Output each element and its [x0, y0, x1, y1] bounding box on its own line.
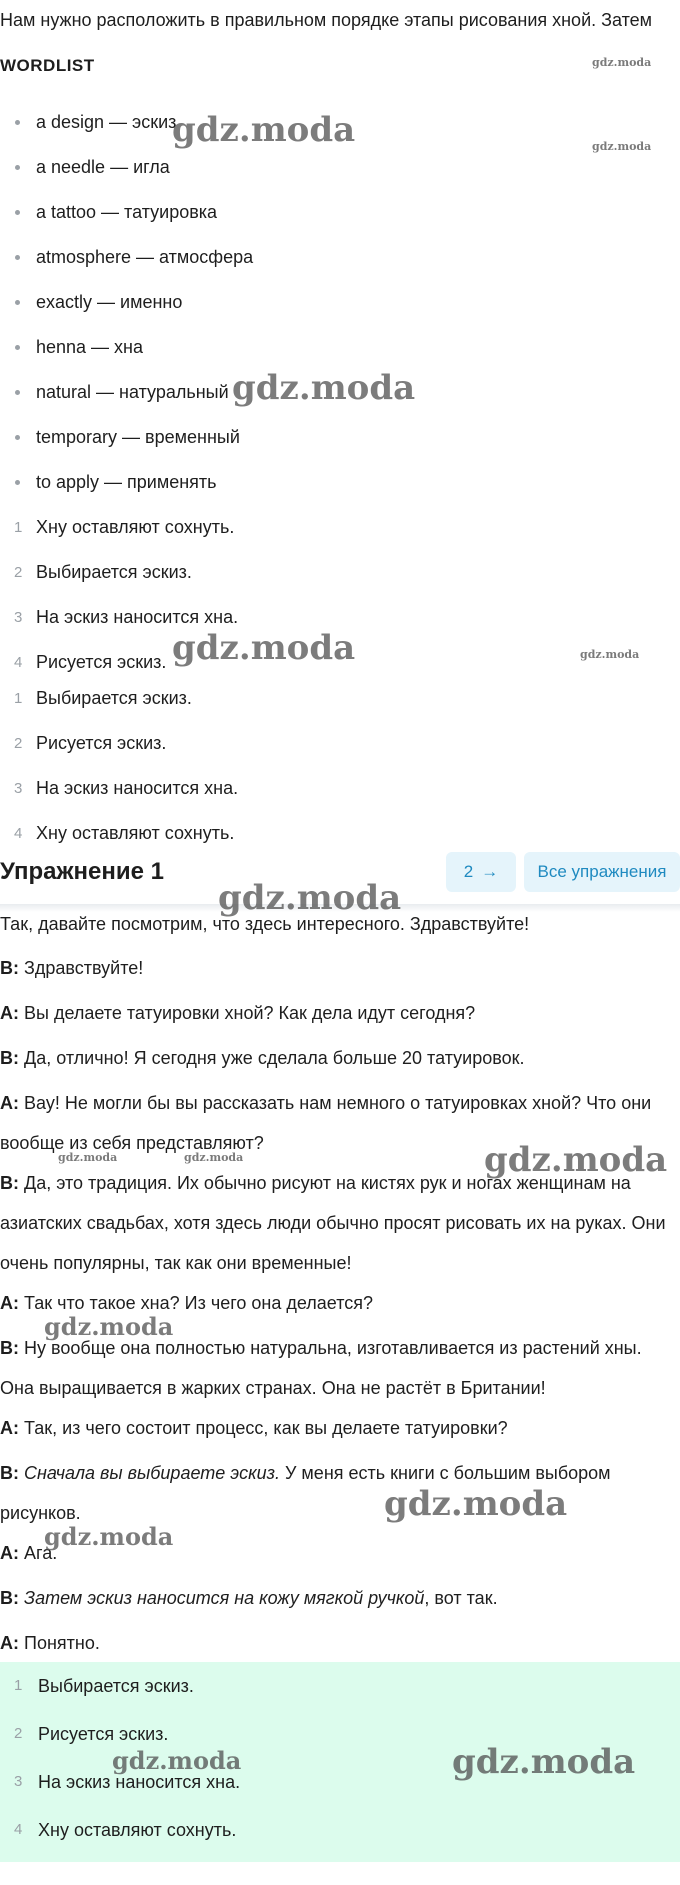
- list-item: to apply — применять: [0, 460, 660, 505]
- exercise-title: Упражнение 1: [0, 858, 164, 885]
- speaker-label: B:: [0, 1338, 19, 1358]
- bullet-icon: [15, 345, 20, 350]
- list-item: atmosphere — атмосфера: [0, 235, 660, 280]
- arrow-right-icon: →: [481, 862, 499, 881]
- list-item: 3 На эскиз наносится хна.: [0, 1758, 660, 1806]
- watermark: gdz.moda: [592, 140, 652, 153]
- list-item: exactly — именно: [0, 280, 660, 325]
- speaker-label: B:: [0, 1048, 19, 1068]
- dialogue-line: A: Понятно.: [0, 1633, 100, 1653]
- watermark: gdz.moda: [484, 1140, 668, 1180]
- watermark: gdz.moda: [172, 628, 356, 668]
- wordlist-heading: WORDLIST: [0, 56, 95, 75]
- step-number: 3: [14, 1773, 23, 1790]
- list-item: 1 Выбирается эскиз.: [0, 676, 660, 721]
- dialogue-line: B: Да, это традиция. Их обычно рисуют на кистях рук и ногах женщинам на азиатских свадьбах, хотя здесь люди обычно просят рисовать их на руках. Они очень популярны, так как они временные!: [0, 1173, 666, 1273]
- step-number: 1: [14, 690, 23, 707]
- speaker-label: B:: [0, 1588, 19, 1608]
- watermark: gdz.moda: [452, 1742, 636, 1782]
- wordlist: [0, 100, 660, 505]
- step-number: 1: [14, 1677, 23, 1694]
- list-item: 3 На эскиз наносится хна.: [0, 766, 660, 811]
- speaker-label: A:: [0, 1418, 19, 1438]
- dialogue-line: A: Ага.: [0, 1543, 58, 1563]
- watermark: gdz.moda: [44, 1522, 174, 1551]
- bullet-icon: [15, 480, 20, 485]
- speaker-label: B:: [0, 1173, 19, 1193]
- watermark: gdz.moda: [184, 1151, 244, 1164]
- dialogue-line: B: Затем эскиз наносится на кожу мягкой ручкой, вот так.: [0, 1588, 498, 1608]
- dialogue-line: B: Здравствуйте!: [0, 958, 144, 978]
- step-number: 4: [14, 1821, 23, 1838]
- list-item: 4 Рисуется эскиз.: [0, 640, 660, 685]
- speaker-label: B:: [0, 958, 19, 978]
- step-number: 2: [14, 564, 23, 581]
- bullet-icon: [15, 255, 20, 260]
- dialogue-line: B: Ну вообще она полностью натуральна, изготавливается из растений хны. Она выращивается в жарких странах. Она не растёт в Британии!: [0, 1338, 642, 1398]
- list-item: 3 На эскиз наносится хна.: [0, 595, 660, 640]
- list-item: 2 Рисуется эскиз.: [0, 721, 660, 766]
- watermark: gdz.moda: [580, 648, 640, 661]
- step-number: 2: [14, 1725, 23, 1742]
- step-number: 3: [14, 780, 23, 797]
- bullet-icon: [15, 390, 20, 395]
- watermark: gdz.moda: [44, 1312, 174, 1341]
- list-item: 1 Хну оставляют сохнуть.: [0, 505, 660, 550]
- speaker-label: B:: [0, 1463, 19, 1483]
- watermark: gdz.moda: [384, 1484, 568, 1524]
- watermark: gdz.moda: [218, 878, 402, 918]
- list-item: 2 Рисуется эскиз.: [0, 1710, 660, 1758]
- dialogue-line: A: Вау! Не могли бы вы рассказать нам немного о татуировках хной? Что они вообще из себя представляют?: [0, 1093, 652, 1153]
- list-item: 4 Хну оставляют сохнуть.: [0, 811, 660, 856]
- speaker-label: A:: [0, 1293, 19, 1313]
- list-item: 2 Выбирается эскиз.: [0, 550, 660, 595]
- speaker-label: A:: [0, 1543, 19, 1563]
- list-item: a design — эскиз: [0, 100, 660, 145]
- step-number: 2: [14, 735, 23, 752]
- watermark: gdz.moda: [58, 1151, 118, 1164]
- intro-text: Нам нужно расположить в правильном порядке этапы рисования хной. Затем: [0, 10, 653, 30]
- bullet-icon: [15, 210, 20, 215]
- dialogue-line: A: Вы делаете татуировки хной? Как дела идут сегодня?: [0, 1003, 476, 1023]
- dialogue-line: A: Так что такое хна? Из чего она делается?: [0, 1293, 374, 1313]
- list-item: a needle — игла: [0, 145, 660, 190]
- list-item: natural — натуральный: [0, 370, 660, 415]
- step-number: 3: [14, 609, 23, 626]
- bullet-icon: [15, 435, 20, 440]
- list-item: 4 Хну оставляют сохнуть.: [0, 1806, 660, 1854]
- all-exercises-button[interactable]: Все упражнения: [524, 852, 680, 892]
- speaker-label: A:: [0, 1633, 19, 1653]
- bullet-icon: [15, 120, 20, 125]
- next-exercise-button[interactable]: 2 →: [446, 852, 516, 892]
- watermark: gdz.moda: [172, 110, 356, 150]
- bullet-icon: [15, 300, 20, 305]
- watermark: gdz.moda: [232, 368, 416, 408]
- watermark: gdz.moda: [112, 1746, 242, 1775]
- list-item: 1 Выбирается эскиз.: [0, 1662, 660, 1710]
- list-item: henna — хна: [0, 325, 660, 370]
- step-number: 1: [14, 519, 23, 536]
- bullet-icon: [15, 165, 20, 170]
- step-number: 4: [14, 825, 23, 842]
- steps-list-correct: [0, 676, 660, 856]
- watermark: gdz.moda: [592, 56, 652, 69]
- dialogue-line: B: Сначала вы выбираете эскиз. У меня есть книги с большим выбором рисунков.: [0, 1463, 611, 1523]
- dialogue-line: A: Так, из чего состоит процесс, как вы делаете татуировки?: [0, 1418, 508, 1438]
- list-item: a tattoo — татуировка: [0, 190, 660, 235]
- speaker-label: A:: [0, 1003, 19, 1023]
- step-number: 4: [14, 654, 23, 671]
- list-item: temporary — временный: [0, 415, 660, 460]
- dialogue-line: Так, давайте посмотрим, что здесь интересного. Здравствуйте!: [0, 914, 530, 934]
- dialogue-line: B: Да, отлично! Я сегодня уже сделала больше 20 татуировок.: [0, 1048, 525, 1068]
- speaker-label: A:: [0, 1093, 19, 1113]
